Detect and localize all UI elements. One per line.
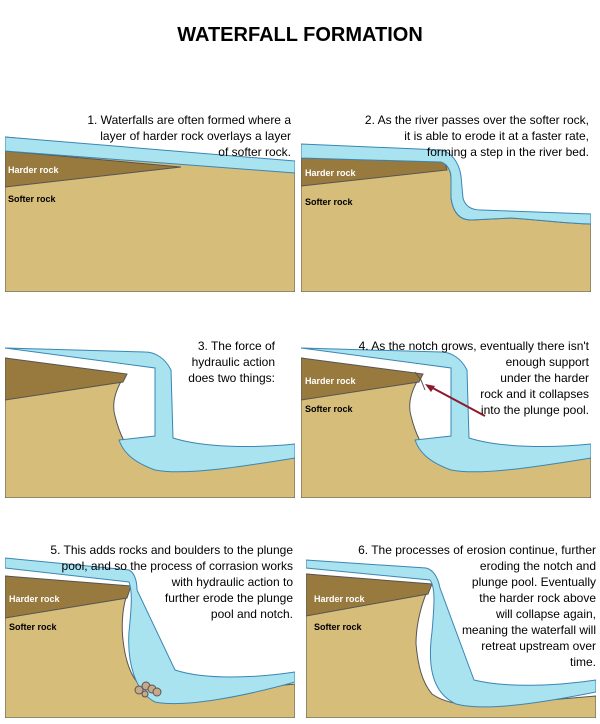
harder-rock-label: Harder rock <box>305 168 356 178</box>
step-4-line: into the plunge pool. <box>480 403 589 417</box>
step-5-diagram <box>5 532 295 718</box>
page-title: WATERFALL FORMATION <box>177 24 423 46</box>
softer-rock-label: Softer rock <box>8 194 56 204</box>
step-1-line: of softer rock. <box>218 145 291 159</box>
step-5-line: further erode the plunge <box>164 591 293 605</box>
step-3-line: 3. The force of <box>197 339 275 353</box>
step-6-line: the harder rock above <box>479 591 596 605</box>
step-2-line: 2. As the river passes over the softer rock, <box>364 113 589 127</box>
harder-rock-label: Harder rock <box>314 594 365 604</box>
step-4-diagram <box>301 312 591 498</box>
step-2-caption <box>365 112 589 160</box>
step-4-caption <box>359 338 589 418</box>
step-2-line: forming a step in the river bed. <box>426 145 589 159</box>
step-4-line: rock and it collapses <box>480 387 589 401</box>
harder-rock-label: Harder rock <box>8 165 59 175</box>
step-3-line: does two things: <box>188 371 275 385</box>
softer-rock-label: Softer rock <box>314 622 362 632</box>
step-6-line: plunge pool. Eventually <box>471 575 596 589</box>
step-6-diagram <box>306 532 596 718</box>
step-3-diagram <box>5 312 295 498</box>
step-5-line: pool, and so the process of corrasion works <box>61 559 293 573</box>
softer-rock-label: Softer rock <box>305 197 353 207</box>
step-4-line: 4. As the notch grows, eventually there isn't <box>358 339 589 353</box>
step-5-line: 5. This adds rocks and boulders to the plunge <box>50 543 293 557</box>
step-5-line: with hydraulic action to <box>171 575 293 589</box>
softer-rock-label: Softer rock <box>305 404 353 414</box>
step-3-caption <box>188 338 275 386</box>
step-1-line: layer of harder rock overlays a layer <box>100 129 291 143</box>
step-5-caption <box>50 542 293 622</box>
harder-rock-label: Harder rock <box>9 594 60 604</box>
step-6-line: time. <box>569 655 596 669</box>
step-6-caption <box>358 542 596 670</box>
step-6-line: eroding the notch and <box>479 559 596 573</box>
step-5-line: pool and notch. <box>210 607 293 621</box>
step-6-line: will collapse again, <box>495 607 596 621</box>
step-3-line: hydraulic action <box>191 355 275 369</box>
step-1-line: 1. Waterfalls are often formed where a <box>87 113 291 127</box>
harder-rock-label: Harder rock <box>305 376 356 386</box>
step-6-line: 6. The processes of erosion continue, further <box>358 543 596 557</box>
step-4-line: enough support <box>505 355 589 369</box>
softer-rock-label: Softer rock <box>9 622 57 632</box>
step-1-caption <box>87 112 291 160</box>
step-6-line: meaning the waterfall will <box>461 623 596 637</box>
step-4-line: under the harder <box>500 371 589 385</box>
step-6-line: retreat upstream over <box>481 639 596 653</box>
step-2-line: it is able to erode it at a faster rate, <box>404 129 589 143</box>
step-1-diagram <box>5 106 295 292</box>
step-2-diagram <box>301 106 591 292</box>
